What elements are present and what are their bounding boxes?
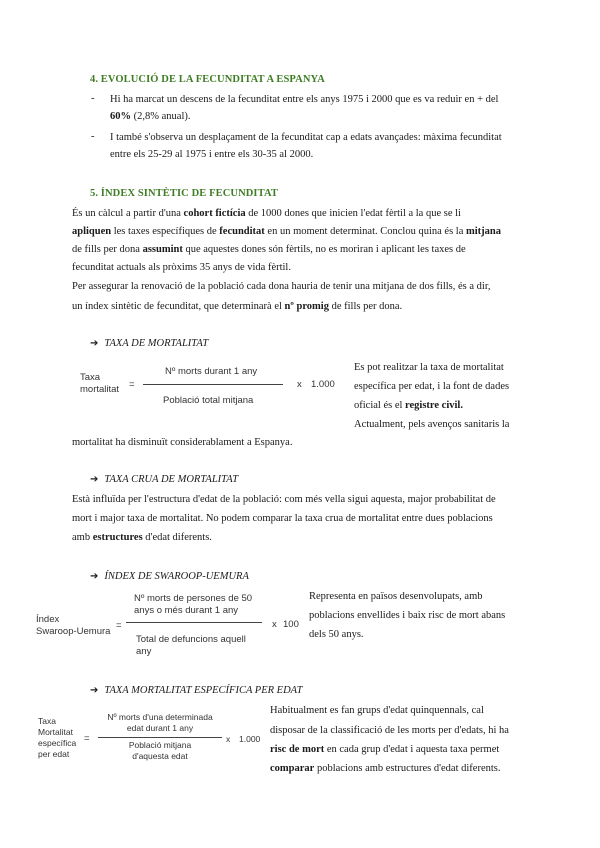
formula-denominator: Població total mitjana	[163, 395, 254, 406]
crua-line-1: Està influïda per l'estructura d'edat de la població: com més vella sigui aquesta, major probabilitat de	[72, 494, 496, 505]
especifica-right-line-2: disposar de la classificació de les morts per d'edats, hi ha	[270, 725, 509, 736]
especifica-lhs: Taxa Mortalitat específica per edat	[38, 716, 77, 759]
s5-p1-line-3: de fills per dona assumint que aquestes dones són fèrtils, no es moriran i aplicant les taxes de	[72, 244, 466, 255]
bullet-dash: -	[91, 131, 95, 142]
bullet-1-rest: (2,8% anual).	[131, 111, 191, 122]
s5-p2-line-1: Per assegurar la renovació de la població cada dona hauria de tenir una mitjana de dos fills, és a dir,	[72, 281, 491, 292]
swaroop-lhs: Índex Swaroop-Uemura	[36, 614, 111, 637]
fraction-line	[143, 384, 283, 385]
especifica-factor: 1.000	[239, 734, 261, 744]
tm-right-line-3: oficial és el registre civil.	[354, 400, 463, 411]
s5-p1-line-4: fecunditat actuals als pròxims 35 anys de vida fèrtil.	[72, 262, 291, 273]
arrow-icon: ➔	[90, 685, 99, 696]
formula-times: x	[297, 379, 302, 390]
arrow-icon: ➔	[90, 474, 99, 485]
taxa-crua-heading: ➔ TAXA CRUA DE MORTALITAT	[90, 474, 239, 485]
formula-numerator: Nº morts durant 1 any	[165, 366, 258, 377]
arrow-icon: ➔	[90, 338, 99, 349]
formula-factor: 1.000	[311, 379, 335, 390]
especifica-times: x	[226, 734, 231, 744]
crua-line-3: amb estructures d'edat diferents.	[72, 532, 212, 543]
swaroop-numerator: Nº morts de persones de 50 anys o més durant 1 any	[134, 593, 253, 616]
taxa-mortalitat-heading: ➔ TAXA DE MORTALITAT	[90, 338, 209, 349]
swaroop-equals: =	[116, 620, 122, 631]
especifica-right-line-1: Habitualment es fan grups d'edat quinquennals, cal	[270, 705, 484, 716]
swaroop-factor: 100	[283, 619, 299, 630]
especifica-denominator: Població mitjana d'aquesta edat	[128, 740, 192, 761]
s5-p2-line-2: un índex sintètic de fecunditat, que determinarà el nº promig de fills per dona.	[72, 301, 403, 312]
especifica-numerator: Nº morts d'una determinada edat durant 1 any	[107, 712, 213, 733]
tm-right-line-2: específica per edat, i la font de dades	[354, 381, 510, 392]
section-4-title: 4. EVOLUCIÓ DE LA FECUNDITAT A ESPANYA	[90, 74, 325, 85]
swaroop-heading: ➔ ÍNDEX DE SWAROOP-UEMURA	[90, 571, 249, 582]
especifica-right-line-3: risc de mort en cada grup d'edat i aquesta taxa permet	[270, 744, 500, 755]
especifica-right-line-4: comparar poblacions amb estructures d'edat diferents.	[270, 763, 501, 774]
tm-line-5: mortalitat ha disminuït considerablament a Espanya.	[72, 437, 293, 448]
swaroop-right-line-3: dels 50 anys.	[309, 629, 364, 640]
swaroop-times: x	[272, 619, 277, 630]
tm-right-line-4: Actualment, pels avenços sanitaris la	[354, 419, 510, 430]
s5-p1-line-1: És un càlcul a partir d'una cohort fictícia de 1000 dones que inicien l'edat fèrtil a la que se li	[72, 208, 461, 219]
swaroop-right-line-2: poblacions envellides i baix risc de mort abans	[309, 610, 506, 621]
bullet-2-line-2: entre els 25-29 al 1975 i entre els 30-35 al 2000.	[110, 149, 314, 160]
bullet-1-line-2	[110, 110, 190, 124]
especifica-equals: =	[84, 733, 90, 744]
swaroop-right-line-1: Representa en països desenvolupats, amb	[309, 591, 483, 602]
formula-lhs: Taxa mortalitat	[80, 372, 120, 395]
fraction-line	[126, 622, 262, 623]
arrow-icon: ➔	[90, 571, 99, 582]
especifica-heading: ➔ TAXA MORTALITAT ESPECÍFICA PER EDAT	[90, 685, 303, 696]
bullet-1-line-1: Hi ha marcat un descens de la fecunditat entre els anys 1975 i 2000 que es va reduir en + del	[110, 94, 499, 105]
crua-line-2: mort i major taxa de mortalitat. No podem comparar la taxa crua de mortalitat entre dues poblacions	[72, 513, 493, 524]
fraction-line	[98, 737, 222, 738]
bullet-dash: -	[91, 93, 95, 104]
tm-right-line-1: Es pot realitzar la taxa de mortalitat	[354, 362, 504, 373]
bullet-2-line-1: I també s'observa un desplaçament de la fecunditat cap a edats avançades: màxima fecunditat	[110, 132, 502, 143]
formula-equals: =	[129, 379, 135, 390]
bold-60-percent: 60%	[110, 111, 131, 122]
s5-p1-line-2: apliquen les taxes específiques de fecunditat en un moment determinat. Conclou quina és la mitjana	[72, 226, 501, 237]
section-5-title: 5. ÍNDEX SINTÈTIC DE FECUNDITAT	[90, 188, 278, 199]
swaroop-denominator: Total de defuncions aquell any	[136, 634, 246, 657]
